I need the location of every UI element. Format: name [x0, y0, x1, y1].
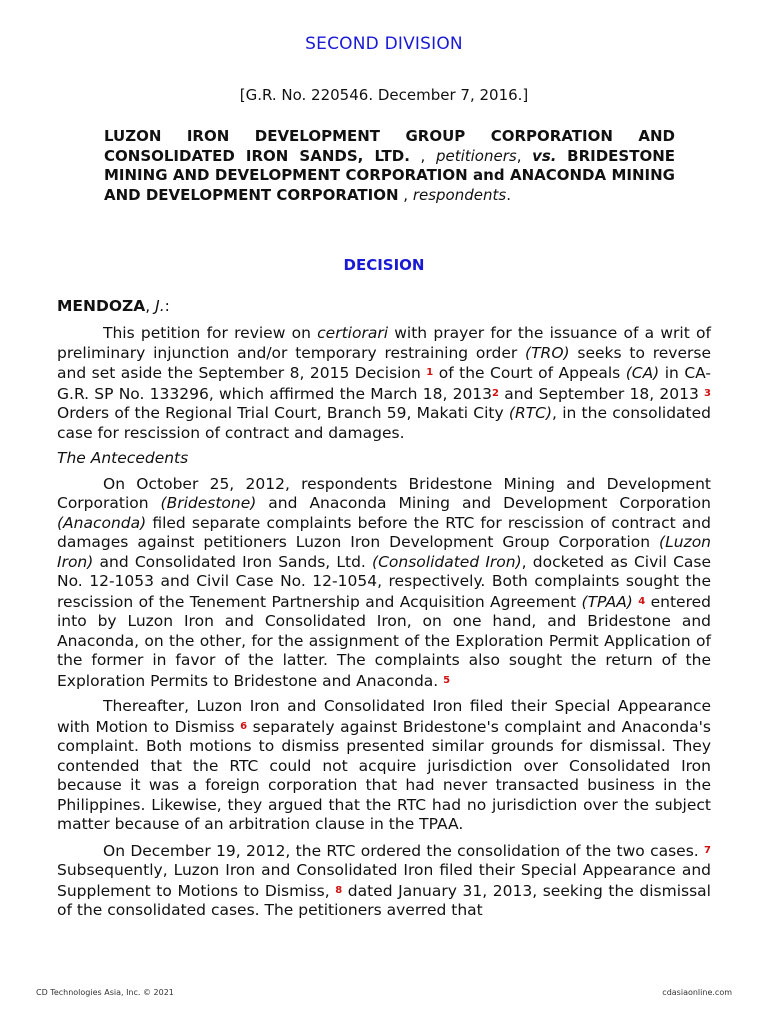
footnote-link-1[interactable]: 1: [426, 367, 434, 378]
footer-site-link[interactable]: cdasiaonline.com: [662, 988, 732, 997]
paragraph-1: This petition for review on certiorari with prayer for the issuance of a writ of preliminary injunction and/or temporary restraining order (TRO) seeks to reverse and set aside the September 8, 2015 Decision 1 of the Court of Appeals (CA) in CA-G.R. SP No. 133296, which affirmed the March 18, 20132 and September 18, 2013 3 Orders of the Regional Trial Court, Branch 59, Makati City (RTC), in the consolidated case for rescission of contract and damages.: [57, 324, 711, 442]
decision-title: DECISION: [343, 256, 425, 274]
footnote-link-7[interactable]: 7: [704, 844, 711, 856]
section-heading-antecedents: The Antecedents: [57, 449, 189, 467]
case-parties: LUZON IRON DEVELOPMENT GROUP CORPORATION AND CONSOLIDATED IRON SANDS, LTD. , petitioners, vs. BRIDESTONE MINING AND DEVELOPMENT CORPORATION and ANACONDA MINING AND DEVELOPMENT CORPORATION , respondents.: [104, 127, 675, 204]
ponente-title: J.: [155, 297, 165, 315]
paragraph-4: On December 19, 2012, the RTC ordered the consolidation of the two cases. 7 Subsequently, Luzon Iron and Consolidated Iron filed their Special Appearance and Supplement to Motions to Dismiss, 8 dated January 31, 2013, seeking the dismissal of the consolidated cases. The petitioners averred that: [57, 841, 711, 919]
decision-body: [57, 324, 711, 919]
footnote-link-4[interactable]: 4: [638, 595, 646, 607]
footnote-link-5[interactable]: 5: [443, 674, 451, 686]
case-number: [G.R. No. 220546. December 7, 2016.]: [239, 86, 529, 104]
paragraph-3: Thereafter, Luzon Iron and Consolidated Iron filed their Special Appearance with Motion to Dismiss 6 separately against Bridestone's complaint and Anaconda's complaint. Both motions to dismiss presented similar grounds for dismissal. They contended that the RTC could not acquire jurisdiction over Consolidated Iron because it was a foreign corporation that had never transacted business in the Philippines. Likewise, they argued that the RTC had no jurisdiction over the subject matter because of an arbitration clause in the TPAA.: [57, 697, 711, 833]
footnote-link-3[interactable]: 3: [704, 387, 711, 399]
footnote-link-6[interactable]: 6: [240, 720, 248, 732]
footer-copyright: CD Technologies Asia, Inc. © 2021: [36, 988, 174, 997]
footnote-link-8[interactable]: 8: [335, 884, 343, 896]
versus-label: vs.: [532, 146, 557, 165]
respondents-names: BRIDESTONE MINING AND DEVELOPMENT CORPORATION and ANACONDA MINING AND DEVELOPMENT CORPORATION: [104, 146, 675, 204]
respondents-label: respondents: [412, 185, 507, 204]
petitioners-label: petitioners: [435, 146, 517, 165]
division-heading: SECOND DIVISION: [305, 34, 463, 54]
paragraph-2: On October 25, 2012, respondents Bridestone Mining and Development Corporation (Bridestone) and Anaconda Mining and Development Corporation (Anaconda) filed separate complaints before the RTC for rescission of contract and damages against petitioners Luzon Iron Development Group Corporation (Luzon Iron) and Consolidated Iron Sands, Ltd. (Consolidated Iron), docketed as Civil Case No. 12-1053 and Civil Case No. 12-1054, respectively. Both complaints sought the rescission of the Tenement Partnership and Acquisition Agreement (TPAA) 4 entered into by Luzon Iron and Consolidated Iron, on one hand, and Bridestone and Anaconda, on the other, for the assignment of the Exploration Permit Application of the former in favor of the latter. The complaints also sought the return of the Exploration Permits to Bridestone and Anaconda. 5: [57, 474, 711, 690]
petitioners-names: LUZON IRON DEVELOPMENT GROUP CORPORATION AND CONSOLIDATED IRON SANDS, LTD.: [104, 127, 675, 165]
ponente: MENDOZA, J.:: [57, 297, 170, 315]
ponente-name: MENDOZA: [57, 297, 146, 315]
footnote-link-2[interactable]: 2: [492, 387, 500, 399]
page-footer: [36, 988, 732, 997]
